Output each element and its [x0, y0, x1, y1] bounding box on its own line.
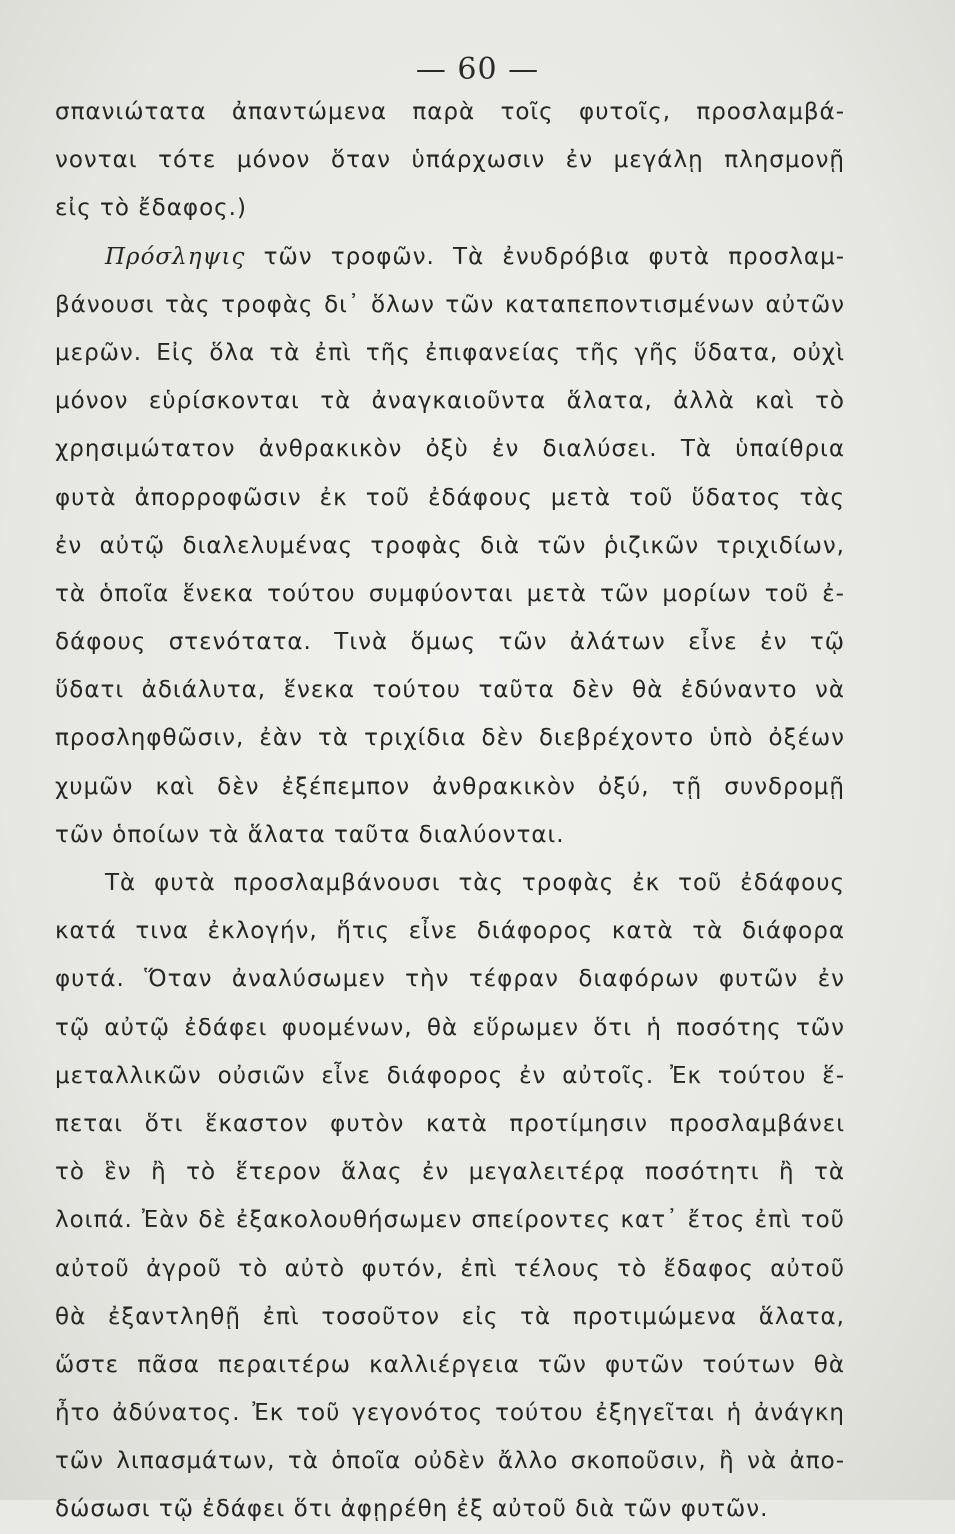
page-number: — 60 —: [415, 52, 540, 87]
text-line: δώσωσι τῷ ἐδάφει ὅτι ἀφῃρέθη ἐξ αὐτοῦ διὰ τῶν φυτῶν.: [55, 1496, 769, 1523]
text-line: θὰ ἐξαντληθῇ ἐπὶ τοσοῦτον εἰς τὰ προτιμώμενα ἅλατα,: [55, 1303, 845, 1330]
text-line: μόνον εὑρίσκονται τὰ ἀναγκαιοῦντα ἅλατα, ἀλλὰ καὶ τὸ: [55, 388, 845, 415]
body-text: [55, 88, 845, 1534]
text-line: ὥστε πᾶσα περαιτέρω καλλιέργεια τῶν φυτῶν τούτων θὰ: [55, 1351, 845, 1378]
text-line: φυτά. Ὅταν ἀναλύσωμεν τὴν τέφραν διαφόρων φυτῶν ἐν: [55, 966, 845, 993]
text-line: τῶν τροφῶν. Τὰ ἐνυδρόβια φυτὰ προσλαμ-: [263, 243, 846, 270]
text-line: νονται τότε μόνον ὅταν ὑπάρχωσιν ἐν μεγάλῃ πλησμονῇ: [55, 147, 845, 174]
text-line: χρησιμώτατον ἀνθρακικὸν ὀξὺ ἐν διαλύσει. Τὰ ὑπαίθρια: [55, 436, 845, 463]
text-line: μερῶν. Εἰς ὅλα τὰ ἐπὶ τῆς ἐπιφανείας τῆς γῆς ὕδατα, οὐχὶ: [55, 339, 845, 366]
text-line: εἰς τὸ ἔδαφος.): [55, 195, 247, 222]
text-line: σπανιώτατα ἀπαντώμενα παρὰ τοῖς φυτοῖς, προσλαμβά-: [55, 99, 845, 125]
text-line: Τὰ φυτὰ προσλαμβάνουσι τὰς τροφὰς ἐκ τοῦ ἐδάφους: [105, 870, 845, 896]
text-line: τῶν λιπασμάτων, τὰ ὁποῖα οὐδὲν ἄλλο σκοποῦσιν, ἢ νὰ ἀπο-: [55, 1448, 845, 1475]
text-line: ἦτο ἀδύνατος. Ἐκ τοῦ γεγονότος τούτου ἐξηγεῖται ἡ ἀνάγκη: [55, 1400, 845, 1427]
text-line: ἐν αὐτῷ διαλελυμένας τροφὰς διὰ τῶν ῥιζικῶν τριχιδίων,: [55, 532, 845, 559]
text-line: αὐτοῦ ἀγροῦ τὸ αὐτὸ φυτόν, ἐπὶ τέλους τὸ ἔδαφος αὐτοῦ: [55, 1255, 845, 1282]
text-line: δάφους στενότατα. Τινὰ ὅμως τῶν ἀλάτων εἶνε ἐν τῷ: [55, 629, 845, 656]
text-line: τῶν ὁποίων τὰ ἅλατα ταῦτα διαλύονται.: [55, 821, 565, 848]
text-line: τὰ ὁποῖα ἕνεκα τούτου συμφύονται μετὰ τῶν μορίων τοῦ ἐ-: [55, 580, 845, 607]
text-line: ὕδατι ἀδιάλυτα, ἕνεκα τούτου ταῦτα δὲν θὰ ἐδύναντο νὰ: [55, 677, 845, 704]
text-line: λοιπά. Ἐὰν δὲ ἐξακολουθήσωμεν σπείροντες κατ᾽ ἔτος ἐπὶ τοῦ: [55, 1207, 845, 1234]
text-line: κατά τινα ἐκλογήν, ἥτις εἶνε διάφορος κατὰ τὰ διάφορα: [55, 918, 845, 945]
text-line-with-heading: [55, 233, 845, 281]
text-line: τῷ αὐτῷ ἐδάφει φυομένων, θὰ εὕρωμεν ὅτι ἡ ποσότης τῶν: [55, 1014, 845, 1041]
section-heading: Πρόσληψις: [105, 243, 246, 270]
text-line: τὸ ἓν ἢ τὸ ἕτερον ἅλας ἐν μεγαλειτέρᾳ ποσότητι ἢ τὰ: [55, 1159, 845, 1186]
text-line: μεταλλικῶν οὐσιῶν εἶνε διάφορος ἐν αὐτοῖς. Ἐκ τούτου ἕ-: [55, 1062, 845, 1089]
text-line: προσληφθῶσιν, ἐὰν τὰ τριχίδια δὲν διεβρέχοντο ὑπὸ ὀξέων: [55, 725, 845, 752]
text-line: πεται ὅτι ἕκαστον φυτὸν κατὰ προτίμησιν προσλαμβάνει: [55, 1110, 845, 1137]
text-line: φυτὰ ἀπορροφῶσιν ἐκ τοῦ ἐδάφους μετὰ τοῦ ὕδατος τὰς: [55, 484, 845, 511]
text-line: χυμῶν καὶ δὲν ἐξέπεμπον ἀνθρακικὸν ὀξύ, τῇ συνδρομῇ: [55, 773, 845, 800]
text-line: βάνουσι τὰς τροφὰς δι᾽ ὅλων τῶν καταπεποντισμένων αὐτῶν: [55, 291, 845, 318]
